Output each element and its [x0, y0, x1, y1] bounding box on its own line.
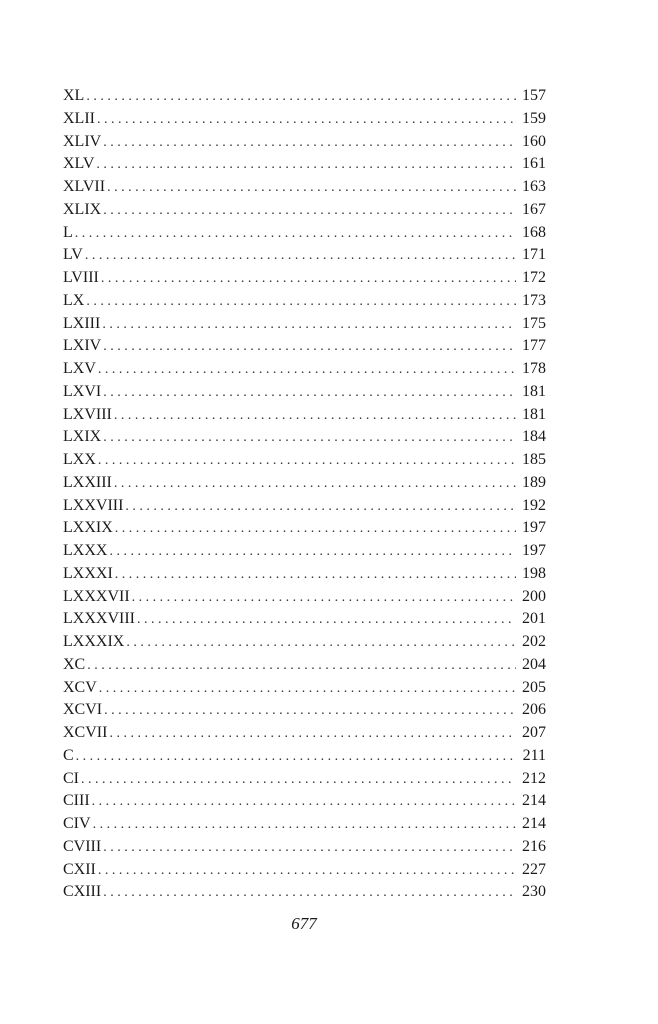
toc-entry	[63, 722, 546, 745]
toc-entry-page: 204	[522, 655, 546, 673]
dot-leader	[109, 723, 516, 746]
toc-entry-label: XCV	[63, 678, 97, 696]
toc-entry	[63, 768, 546, 791]
toc-entry	[63, 836, 546, 859]
toc-entry-label: LXIX	[63, 428, 102, 446]
toc-entry-page: 201	[522, 610, 546, 628]
toc-entry	[63, 745, 546, 768]
toc-entry-label: LXIII	[63, 314, 101, 332]
toc-entry	[63, 631, 546, 654]
dot-leader	[103, 382, 516, 405]
toc-entry	[63, 313, 546, 336]
toc-entry-page: 197	[522, 542, 546, 559]
toc-entry-label: LXX	[63, 451, 96, 468]
toc-entry-page: 163	[522, 178, 546, 195]
toc-entry-label: XL	[63, 87, 85, 104]
toc-entry	[63, 790, 546, 813]
dot-leader	[137, 609, 516, 632]
toc-entry-page: 175	[522, 314, 546, 332]
toc-entry	[63, 131, 546, 154]
toc-entry-page: 212	[522, 769, 546, 787]
dot-leader	[115, 564, 516, 587]
toc-entry	[63, 426, 546, 449]
toc-entry-page: 211	[522, 746, 546, 764]
toc-entry-label: XC	[63, 655, 86, 673]
toc-entry-label: LXV	[63, 360, 96, 377]
toc-entry	[63, 335, 546, 358]
toc-entry	[63, 699, 546, 722]
toc-entry-page: 189	[522, 473, 546, 491]
dot-leader	[86, 291, 516, 314]
toc-entry-label: CXII	[63, 860, 96, 878]
toc-entry-label: XLII	[63, 109, 95, 127]
toc-entry	[63, 222, 546, 245]
toc-entry-page: 197	[522, 519, 546, 537]
toc-entry-label: LXXVIII	[63, 496, 124, 514]
toc-entry-page: 202	[522, 633, 546, 650]
toc-entry	[63, 381, 546, 404]
toc-entry	[63, 153, 546, 176]
toc-entry-label: LXXXIX	[63, 633, 125, 650]
toc-entry	[63, 608, 546, 631]
dot-leader	[75, 223, 516, 246]
toc-entry	[63, 449, 546, 472]
toc-entry-page: 181	[522, 405, 546, 423]
toc-entry-label: XLVII	[63, 178, 106, 195]
toc-entry-page: 214	[522, 815, 546, 832]
toc-entry	[63, 495, 546, 518]
toc-entry-page: 198	[522, 564, 546, 582]
toc-entry-label: LXVIII	[63, 405, 112, 423]
dot-leader	[96, 154, 516, 177]
dot-leader	[85, 245, 516, 268]
toc-entry-label: LVIII	[63, 269, 99, 286]
toc-entry	[63, 358, 546, 381]
toc-entry	[63, 267, 546, 290]
dot-leader	[87, 655, 516, 678]
toc-entry-page: 185	[522, 451, 546, 468]
toc-entry	[63, 859, 546, 882]
toc-entry-page: 160	[522, 132, 546, 150]
toc-entry-page: 161	[522, 155, 546, 173]
page-number: 677	[291, 914, 317, 933]
toc-entry	[63, 813, 546, 836]
toc-entry-page: 167	[522, 200, 546, 218]
toc-entry	[63, 176, 546, 199]
toc-entry	[63, 517, 546, 540]
dot-leader	[98, 450, 516, 473]
toc-entry-label: LXIV	[63, 337, 102, 355]
toc-entry-page: 178	[522, 360, 546, 377]
dot-leader	[114, 473, 516, 496]
toc-entry-page: 177	[522, 337, 546, 355]
toc-entry-label: LXXX	[63, 542, 108, 559]
dot-leader	[98, 860, 516, 883]
dot-leader	[114, 405, 516, 428]
dot-leader	[76, 746, 517, 769]
dot-leader	[132, 587, 516, 610]
toc-entry-label: XCVI	[63, 701, 103, 719]
toc-entry-page: 230	[522, 883, 546, 901]
toc-entry-page: 205	[522, 678, 546, 696]
dot-leader	[86, 86, 516, 109]
toc-entry-label: XLIV	[63, 132, 102, 150]
toc-entry-label: CIII	[63, 792, 90, 810]
dot-leader	[81, 769, 516, 792]
dot-leader	[102, 314, 516, 337]
toc-entry	[63, 244, 546, 267]
dot-leader	[103, 837, 516, 860]
toc-entry-label: LXXXVIII	[63, 610, 135, 628]
toc-entry	[63, 404, 546, 427]
toc-entry	[63, 85, 546, 108]
toc-entry-page: 181	[522, 382, 546, 400]
toc-entry-label: LXXXI	[63, 564, 113, 582]
toc-entry-label: LXVI	[63, 382, 102, 400]
toc-entry-page: 172	[522, 269, 546, 286]
toc-entry-page: 173	[522, 291, 546, 309]
toc-entry-label: CI	[63, 769, 79, 787]
dot-leader	[101, 268, 516, 291]
toc-entry-page: 207	[522, 724, 546, 741]
toc-entry	[63, 563, 546, 586]
dot-leader	[109, 541, 516, 564]
toc-entry-label: C	[63, 746, 74, 764]
dot-leader	[103, 427, 516, 450]
dot-leader	[115, 518, 516, 541]
toc-entry-page: 200	[522, 587, 546, 605]
toc-entry	[63, 654, 546, 677]
dot-leader	[103, 882, 516, 905]
toc-entry-page: 206	[522, 701, 546, 719]
dot-leader	[97, 109, 516, 132]
toc-entry-label: CVIII	[63, 837, 102, 855]
toc-entry-label: LXXIII	[63, 473, 112, 491]
dot-leader	[125, 496, 516, 519]
dot-leader	[107, 177, 516, 200]
toc-entry-page: 216	[522, 837, 546, 855]
toc-entry	[63, 881, 546, 904]
toc-entry	[63, 290, 546, 313]
dot-leader	[103, 132, 516, 155]
toc-entry-label: CXIII	[63, 883, 102, 901]
toc-entry-page: 227	[522, 860, 546, 878]
toc-entry	[63, 586, 546, 609]
toc-entry-page: 157	[522, 87, 546, 104]
dot-leader	[126, 632, 516, 655]
dot-leader	[99, 678, 516, 701]
table-of-contents	[63, 85, 546, 904]
toc-entry-label: LV	[63, 246, 83, 264]
dot-leader	[92, 791, 516, 814]
toc-entry-page: 168	[522, 223, 546, 241]
toc-entry-page: 184	[522, 428, 546, 446]
toc-entry-page: 159	[522, 109, 546, 127]
toc-entry	[63, 108, 546, 131]
toc-entry	[63, 472, 546, 495]
dot-leader	[104, 700, 516, 723]
toc-entry	[63, 677, 546, 700]
toc-entry-label: L	[63, 223, 73, 241]
toc-entry	[63, 199, 546, 222]
dot-leader	[98, 359, 516, 382]
toc-entry-label: CIV	[63, 815, 91, 832]
toc-entry-label: LXXIX	[63, 519, 113, 537]
toc-entry	[63, 540, 546, 563]
toc-entry-label: LX	[63, 291, 85, 309]
toc-entry-label: XLV	[63, 155, 95, 173]
toc-entry-page: 214	[522, 792, 546, 810]
dot-leader	[93, 814, 516, 837]
toc-entry-page: 171	[522, 246, 546, 264]
dot-leader	[103, 336, 516, 359]
toc-entry-label: LXXXVII	[63, 587, 130, 605]
dot-leader	[103, 200, 516, 223]
toc-entry-page: 192	[522, 496, 546, 514]
toc-entry-label: XLIX	[63, 200, 102, 218]
toc-entry-label: XCVII	[63, 724, 108, 741]
